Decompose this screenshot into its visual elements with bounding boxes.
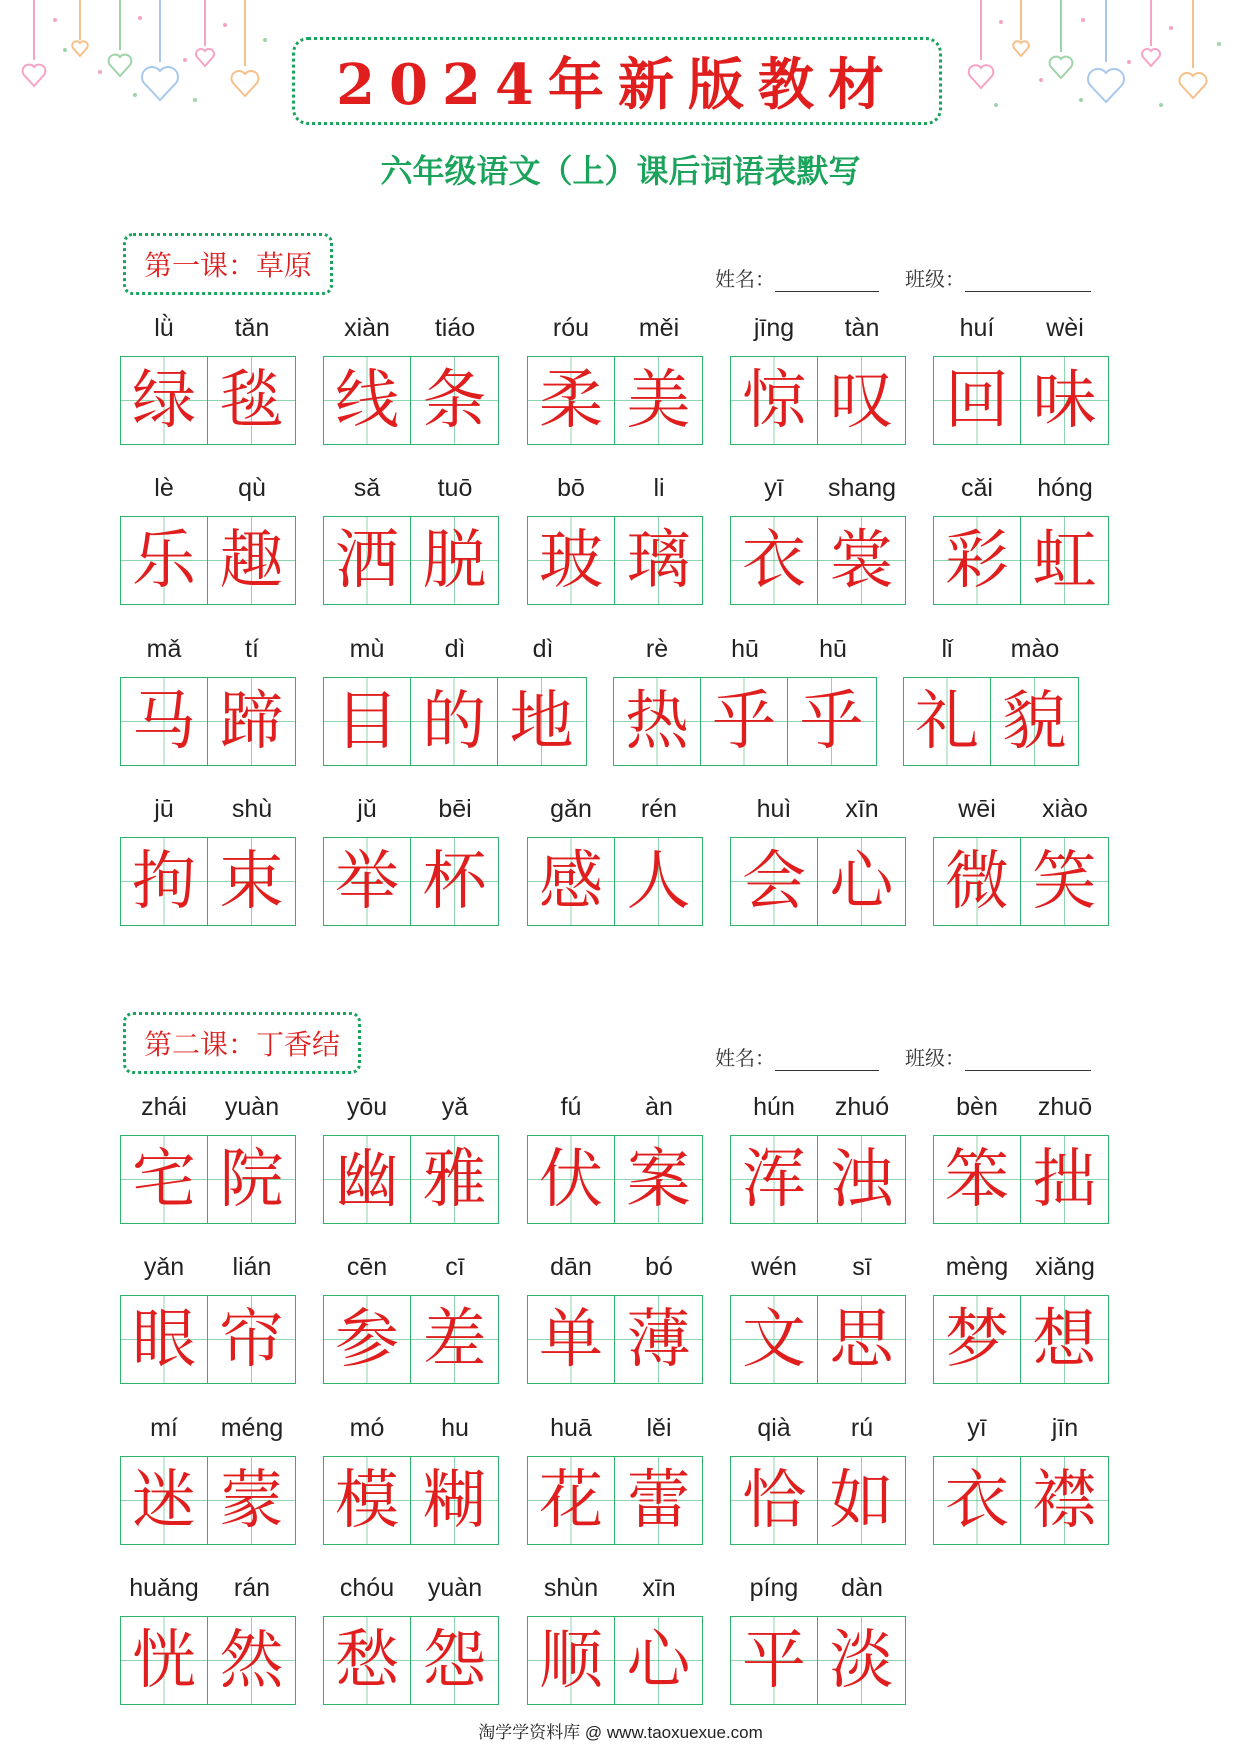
hanzi-char: 柔 [539, 363, 603, 438]
hanzi-char: 线 [335, 363, 399, 438]
pinyin: rán [233, 1574, 271, 1602]
pinyin: cī [445, 1253, 465, 1281]
word-block [527, 468, 703, 605]
tianzige-cell[interactable] [615, 1617, 702, 1704]
tianzige-cell[interactable] [615, 357, 702, 444]
tianzige-cell[interactable] [1021, 1457, 1108, 1544]
pinyin: yōu [346, 1093, 388, 1121]
tianzige-cell[interactable] [121, 838, 208, 925]
tianzige-cell[interactable] [411, 1457, 498, 1544]
word-block [323, 629, 587, 766]
hanzi-char: 绿 [132, 363, 196, 438]
tianzige-cell[interactable] [1021, 1136, 1108, 1223]
hanzi-char: 怨 [422, 1623, 487, 1698]
pinyin: hóng [1037, 474, 1093, 502]
tianzige-cell[interactable] [615, 1296, 702, 1383]
tianzige-cell[interactable] [934, 838, 1021, 925]
hanzi-char: 束 [219, 844, 284, 919]
hanzi-char: 差 [422, 1302, 487, 1377]
pinyin: qù [238, 474, 266, 502]
hanzi-char: 笨 [945, 1142, 1009, 1217]
pinyin: dì [444, 635, 466, 663]
hanzi-char: 案 [626, 1142, 691, 1217]
word-block [730, 1247, 906, 1384]
word-block [527, 1408, 703, 1545]
name-label: 姓名： [715, 1046, 775, 1070]
name-class-fields [715, 263, 1091, 292]
tianzige-cell[interactable] [818, 838, 905, 925]
word-block [933, 1247, 1109, 1384]
name-label: 姓名： [715, 267, 775, 291]
hanzi-char: 迷 [132, 1463, 196, 1538]
word-block [323, 308, 499, 445]
tianzige-cell[interactable] [121, 517, 208, 604]
pinyin: róu [552, 314, 590, 342]
word-block [730, 789, 906, 926]
tianzige-cell[interactable] [411, 678, 498, 765]
pinyin: fú [560, 1093, 582, 1121]
word-block [527, 789, 703, 926]
word-block [120, 789, 296, 926]
title-banner [292, 37, 942, 125]
pinyin: xiào [1042, 795, 1088, 823]
hanzi-char: 蹄 [219, 684, 284, 759]
hanzi-char: 浊 [829, 1142, 894, 1217]
pinyin: àn [645, 1093, 673, 1121]
hanzi-char: 乎 [712, 684, 776, 759]
hanzi-char: 貌 [1002, 684, 1067, 759]
word-block [933, 1087, 1109, 1224]
hanzi-char: 平 [742, 1623, 806, 1698]
class-blank[interactable] [965, 1052, 1091, 1071]
pinyin: dān [550, 1253, 592, 1281]
hanzi-char: 淡 [829, 1623, 894, 1698]
word-row [0, 1087, 1241, 1227]
tianzige-cell[interactable] [528, 838, 615, 925]
tianzige-cell[interactable] [934, 1457, 1021, 1544]
pinyin: rén [640, 795, 678, 823]
word-block [527, 1087, 703, 1224]
tianzige-cell[interactable] [818, 517, 905, 604]
pinyin: wèi [1046, 314, 1084, 342]
tianzige-cell[interactable] [324, 1617, 411, 1704]
hanzi-char: 马 [132, 684, 196, 759]
tianzige-cell[interactable] [528, 357, 615, 444]
word-block [323, 1568, 499, 1705]
word-block [120, 629, 296, 766]
word-block [120, 1247, 296, 1384]
tianzige-cell[interactable] [411, 1296, 498, 1383]
hanzi-char: 拙 [1032, 1142, 1097, 1217]
hanzi-char: 彩 [945, 523, 1009, 598]
tianzige-cell[interactable] [498, 678, 585, 765]
hanzi-char: 幽 [335, 1142, 399, 1217]
pinyin: qià [757, 1414, 791, 1442]
tianzige-cell[interactable] [411, 838, 498, 925]
pinyin: tí [245, 635, 259, 663]
hanging-hearts-decoration-right [961, 0, 1231, 120]
hanzi-char: 思 [829, 1302, 894, 1377]
pinyin: jīn [1051, 1414, 1079, 1442]
pinyin: yǎ [441, 1093, 469, 1121]
pinyin: sī [852, 1253, 872, 1281]
pinyin: zhái [141, 1093, 187, 1121]
pinyin: tàn [844, 314, 880, 342]
hanzi-char: 璃 [626, 523, 691, 598]
tianzige-cell[interactable] [818, 1136, 905, 1223]
pinyin: jīng [753, 314, 795, 342]
hanzi-char: 脱 [422, 523, 487, 598]
pinyin: xīn [642, 1574, 676, 1602]
page-title: 2024年新版教材 [336, 52, 898, 118]
page-subtitle: 六年级语文（上）课后词语表默写 [380, 152, 861, 190]
pinyin: cǎi [961, 474, 993, 502]
hanzi-char: 恍 [132, 1623, 196, 1698]
tianzige-cell[interactable] [121, 1457, 208, 1544]
tianzige-cell[interactable] [324, 838, 411, 925]
tianzige-cell[interactable] [818, 1296, 905, 1383]
pinyin: yǎn [143, 1253, 185, 1281]
hanzi-char: 衣 [945, 1463, 1009, 1538]
tianzige-cell[interactable] [731, 517, 818, 604]
pinyin: mǎ [146, 635, 182, 663]
pinyin: yī [764, 474, 784, 502]
tianzige-cell[interactable] [528, 1617, 615, 1704]
tianzige-cell[interactable] [615, 1136, 702, 1223]
pinyin: wén [751, 1253, 797, 1281]
pinyin: mù [349, 635, 385, 663]
tianzige-cell[interactable] [934, 1296, 1021, 1383]
hanzi-char: 花 [539, 1463, 603, 1538]
hanzi-char: 笑 [1032, 844, 1097, 919]
pinyin: hū [731, 635, 759, 663]
hanzi-char: 恰 [742, 1463, 806, 1538]
name-class-fields [715, 1042, 1091, 1071]
hanzi-char: 洒 [335, 523, 399, 598]
hanzi-char: 文 [742, 1302, 806, 1377]
pinyin: shùn [543, 1574, 599, 1602]
pinyin: lǜ [154, 314, 174, 342]
tianzige-cell[interactable] [731, 1617, 818, 1704]
hanzi-char: 单 [539, 1302, 603, 1377]
tianzige-cell[interactable] [731, 1457, 818, 1544]
pinyin: xiǎng [1035, 1253, 1095, 1281]
tianzige-cell[interactable] [121, 1617, 208, 1704]
word-block [323, 1408, 499, 1545]
pinyin: sǎ [353, 474, 381, 502]
class-label: 班级： [905, 1046, 965, 1070]
hanzi-char: 目 [335, 684, 399, 759]
pinyin: huì [756, 795, 792, 823]
hanzi-char: 心 [829, 844, 894, 919]
word-block [527, 308, 703, 445]
pinyin: shù [231, 795, 273, 823]
word-block [613, 629, 877, 766]
word-block [120, 308, 296, 445]
pinyin: bēi [438, 795, 472, 823]
tianzige-cell[interactable] [121, 1296, 208, 1383]
hanzi-char: 衣 [742, 523, 806, 598]
tianzige-cell[interactable] [208, 1136, 295, 1223]
tianzige-cell[interactable] [324, 517, 411, 604]
hanzi-char: 乐 [132, 523, 196, 598]
pinyin: rè [645, 635, 669, 663]
tianzige-cell[interactable] [121, 678, 208, 765]
pinyin: zhuō [1037, 1093, 1093, 1121]
hanzi-char: 会 [742, 844, 806, 919]
pinyin: tǎn [234, 314, 270, 342]
pinyin: měi [638, 314, 680, 342]
word-block [933, 789, 1109, 926]
word-row [0, 629, 1241, 769]
hanzi-char: 趣 [219, 523, 284, 598]
pinyin: rú [850, 1414, 874, 1442]
tianzige-cell[interactable] [208, 1617, 295, 1704]
word-block [730, 308, 906, 445]
hanzi-char: 人 [626, 844, 691, 919]
hanzi-char: 愁 [335, 1623, 399, 1698]
hanzi-char: 浑 [742, 1142, 806, 1217]
pinyin: dàn [841, 1574, 883, 1602]
word-row [0, 1247, 1241, 1387]
hanzi-char: 地 [509, 684, 574, 759]
hanzi-char: 襟 [1032, 1463, 1097, 1538]
pinyin: yī [967, 1414, 987, 1442]
hanzi-char: 薄 [626, 1302, 691, 1377]
pinyin: gǎn [550, 795, 592, 823]
hanzi-char: 裳 [829, 523, 894, 598]
hanzi-char: 想 [1032, 1302, 1097, 1377]
hanzi-char: 热 [625, 684, 689, 759]
word-row [0, 468, 1241, 608]
hanzi-char: 蒙 [219, 1463, 284, 1538]
hanzi-char: 杯 [422, 844, 487, 919]
hanzi-char: 如 [829, 1463, 894, 1538]
hanzi-char: 举 [335, 844, 399, 919]
word-block [120, 1568, 296, 1705]
hanzi-char: 然 [219, 1623, 284, 1698]
pinyin: mèng [945, 1253, 1009, 1281]
hanzi-char: 蕾 [626, 1463, 691, 1538]
tianzige-cell[interactable] [1021, 517, 1108, 604]
tianzige-cell[interactable] [731, 357, 818, 444]
pinyin: chóu [339, 1574, 395, 1602]
pinyin: hún [753, 1093, 795, 1121]
pinyin: jǔ [357, 795, 377, 823]
pinyin: mó [349, 1414, 385, 1442]
pinyin: wēi [958, 795, 996, 823]
word-block [730, 1568, 906, 1705]
lesson-title: 第一课：草原 [123, 233, 333, 295]
pinyin: hu [441, 1414, 469, 1442]
tianzige-cell[interactable] [411, 1136, 498, 1223]
pinyin: mí [150, 1414, 178, 1442]
hanzi-char: 味 [1032, 363, 1097, 438]
tianzige-cell[interactable] [1021, 838, 1108, 925]
tianzige-cell[interactable] [1021, 1296, 1108, 1383]
lesson-title: 第二课：丁香结 [123, 1012, 361, 1074]
pinyin: xiàn [344, 314, 390, 342]
word-block [120, 1408, 296, 1545]
pinyin: píng [749, 1574, 799, 1602]
word-block [527, 1247, 703, 1384]
word-block [120, 1087, 296, 1224]
tianzige-cell[interactable] [934, 357, 1021, 444]
hanzi-char: 拘 [132, 844, 196, 919]
pinyin: xīn [845, 795, 879, 823]
hanzi-char: 模 [335, 1463, 399, 1538]
word-block [730, 468, 906, 605]
hanzi-char: 帘 [219, 1302, 284, 1377]
pinyin: méng [220, 1414, 284, 1442]
hanzi-char: 回 [945, 363, 1009, 438]
tianzige-cell[interactable] [411, 357, 498, 444]
hanzi-char: 条 [422, 363, 487, 438]
hanzi-char: 参 [335, 1302, 399, 1377]
tianzige-cell[interactable] [818, 1457, 905, 1544]
word-row [0, 308, 1241, 448]
tianzige-cell[interactable] [208, 517, 295, 604]
pinyin: bèn [956, 1093, 998, 1121]
pinyin: dì [532, 635, 554, 663]
hanzi-char: 惊 [742, 363, 806, 438]
tianzige-cell[interactable] [614, 678, 701, 765]
pinyin: lěi [646, 1414, 672, 1442]
pinyin: zhuó [834, 1093, 890, 1121]
word-block [903, 629, 1079, 766]
word-block [323, 1247, 499, 1384]
tianzige-cell[interactable] [528, 1457, 615, 1544]
tianzige-cell[interactable] [615, 1457, 702, 1544]
pinyin: yuàn [224, 1093, 280, 1121]
tianzige-cell[interactable] [701, 678, 788, 765]
hanzi-char: 的 [422, 684, 486, 759]
tianzige-cell[interactable] [324, 678, 411, 765]
hanzi-char: 宅 [132, 1142, 196, 1217]
hanzi-char: 糊 [422, 1463, 487, 1538]
word-block [933, 308, 1109, 445]
footer-source: 淘学学资料库 @ www.taoxuexue.com [478, 1723, 763, 1742]
tianzige-cell[interactable] [324, 1457, 411, 1544]
pinyin: yuàn [427, 1574, 483, 1602]
tianzige-cell[interactable] [324, 357, 411, 444]
tianzige-cell[interactable] [528, 1296, 615, 1383]
tianzige-cell[interactable] [208, 1457, 295, 1544]
hanzi-char: 感 [539, 844, 603, 919]
pinyin: huā [550, 1414, 592, 1442]
word-block [933, 1408, 1109, 1545]
pinyin: huí [959, 314, 995, 342]
word-block [120, 468, 296, 605]
tianzige-cell[interactable] [324, 1296, 411, 1383]
tianzige-cell[interactable] [934, 517, 1021, 604]
hanzi-char: 院 [219, 1142, 284, 1217]
tianzige-cell[interactable] [208, 678, 295, 765]
hanging-hearts-decoration-left [10, 0, 280, 120]
pinyin: lián [232, 1253, 272, 1281]
tianzige-cell[interactable] [411, 1617, 498, 1704]
tianzige-cell[interactable] [615, 517, 702, 604]
tianzige-cell[interactable] [528, 517, 615, 604]
tianzige-cell[interactable] [528, 1136, 615, 1223]
pinyin: jū [154, 795, 174, 823]
tianzige-cell[interactable] [991, 678, 1078, 765]
tianzige-cell[interactable] [615, 838, 702, 925]
hanzi-char: 毯 [219, 363, 284, 438]
hanzi-char: 心 [626, 1623, 691, 1698]
tianzige-cell[interactable] [121, 1136, 208, 1223]
tianzige-cell[interactable] [731, 838, 818, 925]
tianzige-cell[interactable] [208, 357, 295, 444]
pinyin: hū [819, 635, 847, 663]
hanzi-char: 美 [626, 363, 691, 438]
word-row [0, 789, 1241, 929]
hanzi-char: 伏 [539, 1142, 603, 1217]
hanzi-char: 礼 [915, 684, 979, 759]
hanzi-char: 玻 [539, 523, 603, 598]
hanzi-char: 微 [945, 844, 1009, 919]
word-row [0, 1568, 1241, 1708]
tianzige-cell[interactable] [904, 678, 991, 765]
pinyin: li [653, 474, 665, 502]
hanzi-char: 梦 [945, 1302, 1009, 1377]
hanzi-char: 乎 [799, 684, 864, 759]
pinyin: mào [1010, 635, 1060, 663]
pinyin: tuō [437, 474, 473, 502]
pinyin: lǐ [941, 635, 953, 663]
tianzige-cell[interactable] [1021, 357, 1108, 444]
tianzige-cell[interactable] [934, 1136, 1021, 1223]
word-block [933, 468, 1109, 605]
word-row [0, 1408, 1241, 1548]
tianzige-cell[interactable] [208, 1296, 295, 1383]
class-blank[interactable] [965, 273, 1091, 292]
tianzige-cell[interactable] [788, 678, 875, 765]
hanzi-char: 叹 [829, 363, 894, 438]
tianzige-cell[interactable] [208, 838, 295, 925]
word-block [323, 1087, 499, 1224]
tianzige-cell[interactable] [411, 517, 498, 604]
word-block [323, 789, 499, 926]
hanzi-char: 雅 [422, 1142, 487, 1217]
class-label: 班级： [905, 267, 965, 291]
hanzi-char: 虹 [1032, 523, 1097, 598]
tianzige-cell[interactable] [818, 357, 905, 444]
hanzi-char: 顺 [539, 1623, 603, 1698]
pinyin: lè [154, 474, 174, 502]
word-block [730, 1408, 906, 1545]
tianzige-cell[interactable] [324, 1136, 411, 1223]
word-block [527, 1568, 703, 1705]
pinyin: tiáo [434, 314, 476, 342]
pinyin: bó [645, 1253, 673, 1281]
name-blank[interactable] [775, 273, 879, 292]
tianzige-cell[interactable] [731, 1296, 818, 1383]
tianzige-cell[interactable] [121, 357, 208, 444]
name-blank[interactable] [775, 1052, 879, 1071]
pinyin: huǎng [129, 1574, 199, 1602]
pinyin: shang [827, 474, 897, 502]
hanzi-char: 眼 [132, 1302, 196, 1377]
tianzige-cell[interactable] [731, 1136, 818, 1223]
pinyin: cēn [346, 1253, 388, 1281]
tianzige-cell[interactable] [818, 1617, 905, 1704]
word-block [730, 1087, 906, 1224]
word-block [323, 468, 499, 605]
pinyin: bō [557, 474, 585, 502]
